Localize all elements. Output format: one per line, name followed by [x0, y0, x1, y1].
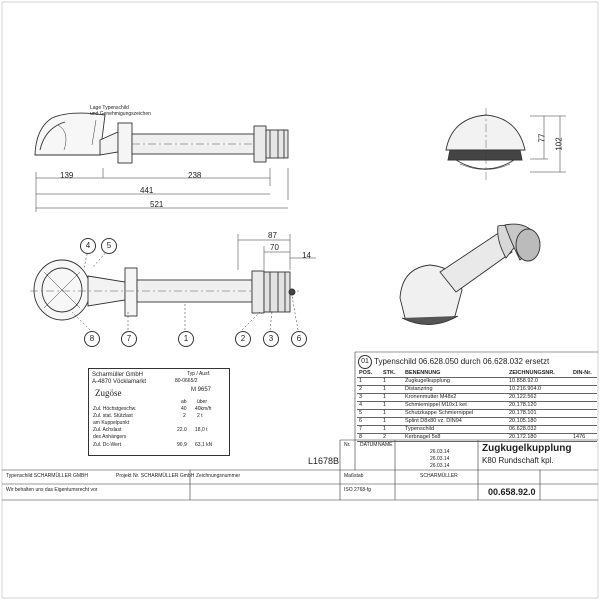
drawing-number-side: L1678B — [308, 456, 340, 466]
callout-label-1: Lage Typenschild — [90, 105, 129, 111]
dim-102: 102 — [554, 137, 564, 151]
col-drawing-no: ZEICHNUNGSNR. — [507, 370, 571, 378]
plate-row2-v2: 2 t — [197, 413, 203, 419]
table-row — [357, 426, 597, 434]
cell-name: Distanzring — [403, 386, 507, 394]
parts-list-header — [357, 370, 597, 378]
table-row — [357, 418, 597, 426]
plate-row6-label: Zul. Dc-Wert — [93, 442, 121, 448]
dim-441: 441 — [140, 186, 154, 195]
title-block-title: Zugkugelkupplung — [482, 443, 572, 454]
dim-87: 87 — [268, 231, 277, 240]
col-name: BENENNUNG — [403, 370, 507, 378]
item-bubble-5: 5 — [101, 238, 117, 254]
cell-pos: 3 — [357, 394, 381, 402]
date-3: 26.03.14 — [430, 463, 450, 469]
cell-name: Splint D8x80 vz. DIN94 — [403, 418, 507, 426]
name-label: NAME — [378, 442, 393, 448]
plate-title: Zugöse — [95, 388, 122, 398]
cell-qty: 2 — [381, 434, 403, 442]
cell-name: Zugkugelkupplung — [403, 378, 507, 386]
table-row — [357, 434, 597, 442]
table-row — [357, 402, 597, 410]
plate-row4-label: Zul. Achslast — [93, 427, 122, 433]
plate-company: Scharmüller GmbH — [92, 372, 144, 378]
cell-drawing-no: 10.858.92.0 — [507, 378, 571, 386]
title-block-number: 00.658.92.0 — [488, 487, 536, 497]
cell-drawing-no: 06.628.032 — [507, 426, 571, 434]
cell-qty: 1 — [381, 394, 403, 402]
cell-pos: 5 — [357, 410, 381, 418]
dim-238: 238 — [188, 171, 202, 180]
cell-pos: 6 — [357, 418, 381, 426]
col-pos: POS. — [357, 370, 381, 378]
cell-name: Schutzkappe Schmiernippel — [403, 410, 507, 418]
dim-139: 139 — [60, 171, 74, 180]
revision-bubble: 01 — [358, 355, 372, 369]
scale-label: Maßstab — [344, 473, 364, 479]
cell-qty: 1 — [381, 426, 403, 434]
item-bubble-1: 1 — [178, 331, 194, 347]
plate-row5-label: des Anhängers — [93, 434, 127, 440]
parts-list-table — [357, 370, 597, 442]
table-row — [357, 386, 597, 394]
cell-pos: 8 — [357, 434, 381, 442]
cell-pos: 4 — [357, 402, 381, 410]
cell-qty: 1 — [381, 418, 403, 426]
cell-din — [571, 378, 597, 386]
dim-14: 14 — [302, 251, 311, 260]
date-label: DATUM — [360, 442, 378, 448]
item-bubble-3: 3 — [263, 331, 279, 347]
plate-col-ueber: über — [197, 399, 208, 405]
plate-row6-v1: 90,9 — [177, 442, 187, 448]
col-qty: STK. — [381, 370, 403, 378]
date-1: 26.03.14 — [430, 449, 450, 455]
cell-name: Kronenmutter M48x2 — [403, 394, 507, 402]
type-plate — [88, 368, 230, 456]
dim-70: 70 — [270, 243, 279, 252]
item-bubble-2: 2 — [235, 331, 251, 347]
plate-row3-label: am Kuppelpunkt — [93, 420, 130, 426]
cell-din — [571, 418, 597, 426]
cell-drawing-no: 10.216.904.0 — [507, 386, 571, 394]
bottom-mid-1: Projekt Nr. SCHARMÜLLER GmbH — [116, 473, 195, 479]
plate-row6-v2: 63,1 kN — [195, 442, 213, 448]
table-row — [357, 378, 597, 386]
plate-type-label: Typ / Ausf. — [187, 371, 211, 377]
table-row — [357, 410, 597, 418]
item-bubble-6: 6 — [291, 331, 307, 347]
cell-pos: 2 — [357, 386, 381, 394]
bottom-mid-2: Zeichnungsnummer — [196, 473, 241, 479]
cell-qty: 1 — [381, 402, 403, 410]
plate-row1-v2: 40km/h — [195, 406, 212, 412]
plate-address: A-4870 Vöcklamarkt — [92, 379, 147, 385]
cell-qty: 1 — [381, 410, 403, 418]
item-bubble-4: 4 — [80, 238, 96, 254]
cell-din — [571, 402, 597, 410]
company-note: SCHARMÜLLER — [420, 473, 458, 479]
cell-din — [571, 386, 597, 394]
bottom-left-1: Typenschild SCHARMÜLLER GMBH — [6, 473, 88, 479]
cell-name: Kerbnagel 5x8 — [403, 434, 507, 442]
cell-name: Typenschild — [403, 426, 507, 434]
cell-din: 1476 — [571, 434, 597, 442]
cell-qty: 1 — [381, 386, 403, 394]
title-block-subtitle: K80 Rundschaft kpl. — [482, 456, 554, 465]
cell-din — [571, 410, 597, 418]
cell-pos: 1 — [357, 378, 381, 386]
plate-row2-label: Zul. stat. Stützlast — [93, 413, 133, 419]
plate-row4-v2: 18,0 t — [195, 427, 208, 433]
plate-mark: M 9657 — [191, 387, 212, 393]
item-bubble-8: 8 — [84, 331, 100, 347]
callout-label-2: und Genehmigungszeichen — [90, 111, 151, 117]
cell-drawing-no: 20.105.180 — [507, 418, 571, 426]
rev-label: Nr. — [344, 442, 351, 448]
plate-col-ab: ab — [181, 399, 187, 405]
cell-pos: 7 — [357, 426, 381, 434]
dim-77: 77 — [537, 133, 547, 143]
bottom-left-2: Wir behalten uns das Eigentumsrecht vor — [6, 487, 98, 493]
norm-label: ISO 2768-fg — [344, 487, 371, 493]
cell-din — [571, 394, 597, 402]
revision-note: Typenschild 06.628.050 durch 06.628.032 ersetzt — [374, 357, 550, 366]
plate-row2-v1: 2 — [183, 413, 186, 419]
cell-drawing-no: 20.172.180 — [507, 434, 571, 442]
cell-qty: 1 — [381, 378, 403, 386]
item-bubble-7: 7 — [121, 331, 137, 347]
plate-row1-v1: 40 — [181, 406, 187, 412]
dim-521: 521 — [150, 200, 164, 209]
table-row — [357, 394, 597, 402]
plate-type-value: 80-0665/2 — [175, 378, 198, 384]
cell-name: Schmiernippel M10x1 ket — [403, 402, 507, 410]
col-din: DIN-Nr. — [571, 370, 597, 378]
cell-drawing-no: 20.122.562 — [507, 394, 571, 402]
cell-drawing-no: 20.178.101 — [507, 410, 571, 418]
plate-row4-v1: 22.0 — [177, 427, 187, 433]
cell-drawing-no: 20.178.120 — [507, 402, 571, 410]
plate-row1-label: Zul. Höchstgeschw. — [93, 406, 137, 412]
cell-din — [571, 426, 597, 434]
date-2: 26.03.14 — [430, 456, 450, 462]
